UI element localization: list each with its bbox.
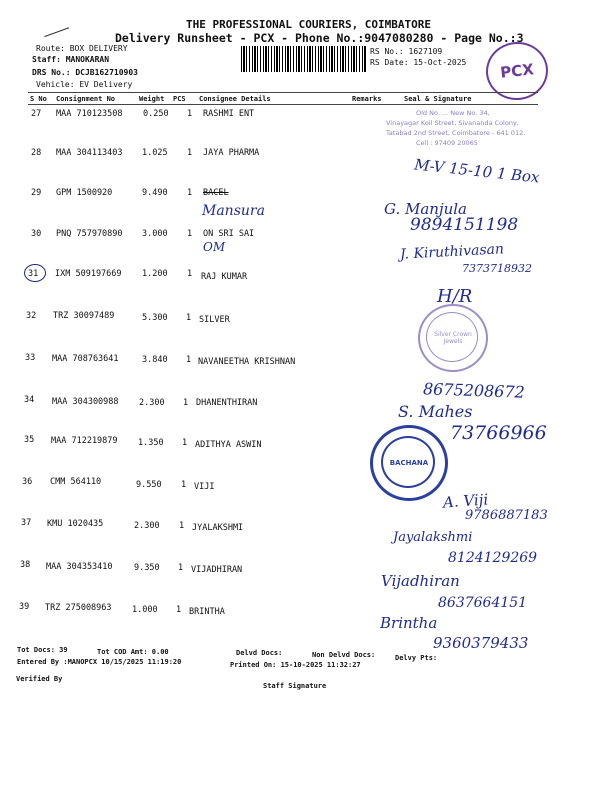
sno: 31 — [28, 269, 39, 279]
staff-signature: Staff Signature — [263, 682, 327, 690]
pcs: 1 — [186, 355, 192, 365]
consignee: JYALAKSHMI — [192, 523, 244, 533]
handwriting-r34: 8675208672 — [422, 379, 526, 402]
handwriting-r30c: 7373718932 — [462, 262, 532, 275]
handwriting-r31: H/R — [437, 286, 473, 307]
consignee: RASHMI ENT — [203, 109, 255, 119]
consignment-no: MAA 304353410 — [46, 562, 113, 572]
consignee: VIJADHIRAN — [191, 565, 243, 575]
col-sno: S No — [30, 95, 47, 103]
consignee: ADITHYA ASWIN — [195, 440, 262, 450]
handwriting-r29a: Mansura — [202, 203, 265, 219]
consignee: BRINTHA — [189, 607, 225, 617]
handwriting-r36: A. Viji — [442, 490, 489, 512]
handwriting-r37a: 9786887183 — [465, 508, 548, 523]
weight: 3.000 — [142, 229, 168, 239]
tot-docs: Tot Docs: 39 — [17, 646, 68, 654]
address-stamp — [382, 96, 552, 152]
handwriting-r39c: 9360379433 — [433, 634, 529, 652]
pcs: 1 — [183, 398, 189, 408]
weight: 3.840 — [142, 355, 168, 365]
consignment-no: MAA 710123508 — [56, 109, 123, 119]
weight: 1.000 — [132, 605, 158, 615]
handwriting-r39a: 8637664151 — [438, 595, 528, 611]
consignment-no: MAA 304113403 — [56, 148, 123, 158]
handwriting-r39b: Brintha — [380, 614, 438, 632]
handwriting-r38a: 8124129269 — [448, 550, 538, 566]
consignment-no: GPM 1500920 — [56, 188, 113, 198]
sno: 28 — [31, 148, 42, 158]
col-remarks: Remarks — [352, 95, 382, 103]
consignee: DHANENTHIRAN — [196, 398, 258, 408]
corner-mark — [41, 18, 69, 37]
sno: 39 — [19, 602, 30, 612]
pcs: 1 — [187, 269, 193, 279]
pcs: 1 — [179, 521, 185, 531]
non-delvd-docs: Non Delvd Docs: — [312, 651, 376, 659]
sno: 38 — [20, 560, 31, 570]
weight: 0.250 — [143, 109, 169, 119]
pcs: 1 — [187, 148, 193, 158]
verified-by: Verified By — [16, 675, 63, 683]
tot-cod: Tot COD Amt: 0.00 — [97, 648, 169, 656]
vehicle-label: Vehicle: EV Delivery — [36, 80, 133, 89]
silver-crown-text: Silver Crown Jewels — [434, 331, 472, 345]
runsheet-subtitle: Delivery Runsheet - PCX - Phone No.:9047080280 - Page No.:3 — [115, 31, 524, 45]
col-seal: Seal & Signature — [404, 95, 472, 103]
address-line-1: Old No. ... New No. 34, — [416, 109, 490, 117]
weight: 5.300 — [142, 313, 168, 323]
pcs: 1 — [182, 438, 188, 448]
handwriting-r37b: Jayalakshmi — [393, 530, 473, 545]
consignee: NAVANEETHA KRISHNAN — [198, 357, 296, 367]
consignment-no: TRZ 30097489 — [53, 311, 115, 321]
company-title: THE PROFESSIONAL COURIERS, COIMBATORE — [186, 18, 432, 31]
handwriting-r30a: OM — [203, 240, 226, 254]
pcx-stamp-text: PCX — [499, 60, 535, 82]
col-weight: Weight — [139, 95, 165, 103]
blue-seal — [370, 425, 448, 501]
sno: 35 — [24, 435, 35, 445]
sno: 27 — [31, 109, 42, 119]
rs-date: RS Date: 15-Oct-2025 — [370, 58, 467, 67]
pcs: 1 — [187, 229, 193, 239]
col-consignment: Consignment No — [56, 95, 116, 103]
entered-by: Entered By :MANOPCX 10/15/2025 11:19:20 — [17, 658, 182, 666]
handwriting-r35a: S. Mahes — [398, 402, 473, 421]
handwriting-r28: M-V 15-10 1 Box — [413, 155, 541, 187]
delvy-pts: Delvy Pts: — [395, 654, 438, 662]
silver-crown-stamp — [418, 304, 488, 372]
consignee: RAJ KUMAR — [201, 272, 248, 282]
pcx-stamp — [483, 39, 551, 103]
consignee: ON SRI SAI — [203, 229, 255, 239]
address-line-4: Cell : 97409 20065 — [416, 139, 478, 147]
handwriting-r35b: 73766966 — [450, 422, 547, 444]
barcode — [241, 46, 366, 72]
pcs: 1 — [176, 605, 182, 615]
rs-number: RS No.: 1627109 — [370, 47, 443, 56]
consignment-no: CMM 564110 — [50, 477, 102, 487]
staff-label: Staff: MANOKARAN — [32, 55, 110, 64]
blue-seal-text: BACHANA — [389, 459, 429, 467]
weight: 2.300 — [139, 398, 165, 408]
col-consignee: Consignee Details — [199, 95, 271, 103]
address-line-3: Tatabad 2nd Street, Coimbatore - 641 012. — [386, 129, 526, 137]
consignee: BACEL — [203, 188, 229, 198]
handwriting-r29c: 9894151198 — [410, 215, 519, 235]
sno: 32 — [26, 311, 37, 321]
pcs: 1 — [186, 313, 192, 323]
consignee: JAYA PHARMA — [203, 148, 260, 158]
consignment-no: PNQ 757970890 — [56, 229, 123, 239]
sno: 36 — [22, 477, 33, 487]
consignment-no: TRZ 275008963 — [45, 603, 112, 613]
printed-on: Printed On: 15-10-2025 11:32:27 — [230, 661, 361, 669]
weight: 9.490 — [142, 188, 168, 198]
delvd-docs: Delvd Docs: — [236, 649, 283, 657]
pcs: 1 — [187, 188, 193, 198]
pcs: 1 — [187, 109, 193, 119]
consignment-no: IXM 509197669 — [55, 269, 122, 279]
consignment-no: MAA 708763641 — [52, 354, 119, 364]
consignment-no: KMU 1020435 — [47, 519, 104, 529]
drs-label: DRS No.: DCJB162710903 — [32, 68, 138, 77]
pcs: 1 — [178, 563, 184, 573]
weight: 1.025 — [142, 148, 168, 158]
weight: 1.200 — [142, 269, 168, 279]
handwriting-r38b: Vijadhiran — [381, 572, 460, 590]
sno: 30 — [31, 229, 42, 239]
weight: 1.350 — [138, 438, 164, 448]
weight: 9.350 — [134, 563, 160, 573]
sno: 29 — [31, 188, 42, 198]
consignment-no: MAA 712219879 — [51, 436, 118, 446]
weight: 2.300 — [134, 521, 160, 531]
weight: 9.550 — [136, 480, 162, 490]
sno: 33 — [25, 353, 36, 363]
header-rule-top — [28, 92, 538, 93]
consignment-no: MAA 304300988 — [52, 397, 119, 407]
pcs: 1 — [181, 480, 187, 490]
sno: 34 — [24, 395, 35, 405]
address-line-2: Vinayagar Koil Street, Sivananda Colony, — [386, 119, 519, 127]
col-pcs: PCS — [173, 95, 186, 103]
consignee: SILVER — [199, 315, 230, 325]
route-label: Route: BOX DELIVERY — [36, 44, 128, 53]
sno: 37 — [21, 518, 32, 528]
handwriting-r29b: G. Manjula — [384, 200, 467, 218]
consignee: VIJI — [194, 482, 215, 492]
handwriting-r30b: J. Kiruthivasan — [399, 241, 505, 263]
